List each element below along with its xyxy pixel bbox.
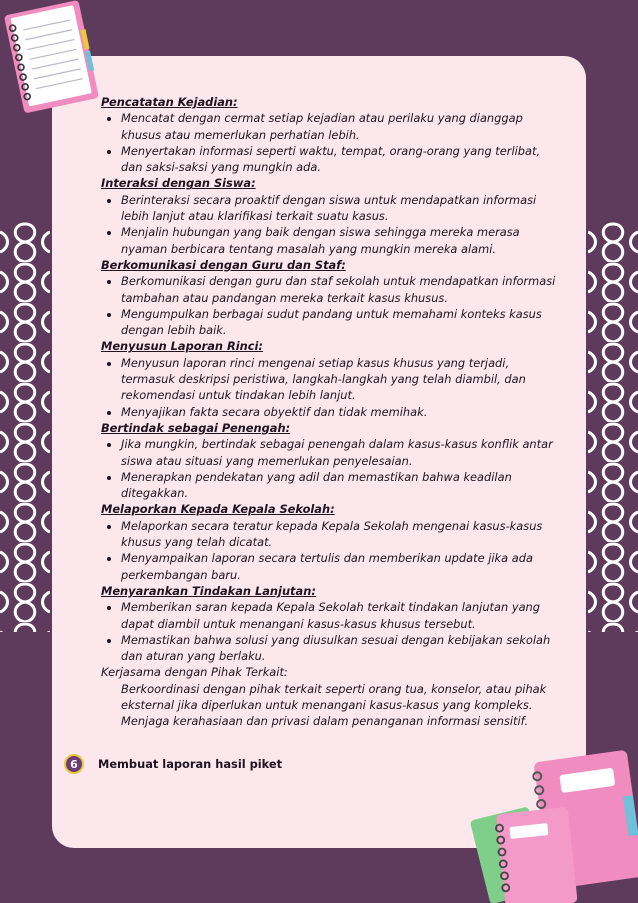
section-title: Pencatatan Kejadian: (101, 95, 238, 109)
notebook-icon (0, 0, 110, 118)
step-label: Membuat laporan hasil piket (98, 757, 283, 771)
lattice-pattern-right (588, 222, 638, 632)
bullet-item: • Berkomunikasi dengan guru dan staf sekolah untuk mendapatkan informasi tambahan atau pandangan mereka terkait kasus khusus. (121, 273, 561, 306)
step-item (64, 754, 282, 774)
paragraph-line: Menjaga kerahasiaan dan privasi dalam penanganan informasi sensitif. (121, 714, 529, 729)
section-kerjasama (101, 664, 561, 729)
step-number-badge: 6 (64, 754, 84, 774)
bullet-item: • Mencatat dengan cermat setiap kejadian atau perilaku yang dianggap khusus atau memerlukan perhatian lebih. (121, 110, 561, 143)
bullet-item: • Menyertakan informasi seperti waktu, tempat, orang-orang yang terlibat, dan saksi-saksi yang mungkin ada. (121, 143, 561, 176)
section-title: Berkomunikasi dengan Guru dan Staf: (101, 257, 346, 272)
section-title: Melaporkan Kepada Kepala Sekolah: (101, 502, 335, 517)
bullet-item: • Mengumpulkan berbagai sudut pandang untuk memahami konteks kasus dengan lebih baik. (121, 306, 561, 339)
section-pencatatan (101, 94, 561, 175)
lattice-pattern-left (0, 222, 50, 632)
section-penengah (101, 420, 561, 501)
paragraph-line: Berkoordinasi dengan pihak terkait seperti orang tua, konselor, atau pihak eksternal jika diperlukan untuk menangani kasus-kasus yang kompleks. (121, 681, 547, 712)
bullet-item: • Menyampaikan laporan secara tertulis dan memberikan update jika ada perkembangan baru. (121, 550, 561, 583)
bullet-item: • Melaporkan secara teratur kepada Kepala Sekolah mengenai kasus-kasus khusus yang telah dicatat. (121, 518, 561, 551)
section-komunikasi (101, 257, 561, 338)
section-laporan (101, 338, 561, 419)
bullet-item: • Menyajikan fakta secara obyektif dan tidak memihak. (121, 404, 561, 420)
section-melaporkan (101, 501, 561, 582)
section-title: Menyusun Laporan Rinci: (101, 339, 263, 354)
bullet-item: • Menerapkan pendekatan yang adil dan memastikan bahwa keadilan ditegakkan. (121, 469, 561, 502)
section-title: Kerjasama dengan Pihak Terkait: (101, 665, 288, 680)
section-title: Bertindak sebagai Penengah: (101, 420, 291, 435)
bullet-item: • Memastikan bahwa solusi yang diusulkan sesuai dengan kebijakan sekolah dan aturan yang berlaku. (121, 632, 561, 665)
bullet-item: • Jika mungkin, bertindak sebagai penengah dalam kasus-kasus konflik antar siswa atau situasi yang memerlukan penyelesaian. (121, 436, 561, 469)
bullet-item: • Berinteraksi secara proaktif dengan siswa untuk mendapatkan informasi lebih lanjut atau klarifikasi terkait suatu kasus. (121, 192, 561, 225)
section-tindakan (101, 583, 561, 664)
section-title: Interaksi dengan Siswa: (101, 176, 256, 191)
bullet-item: • Memberikan saran kepada Kepala Sekolah terkait tindakan lanjutan yang dapat diambil untuk menangani kasus-kasus khusus tersebut. (121, 599, 561, 632)
case-handling-content (101, 94, 561, 730)
notebooks-stack-icon (470, 740, 638, 903)
section-interaksi (101, 175, 561, 256)
bullet-item: • Menjalin hubungan yang baik dengan siswa sehingga mereka merasa nyaman berbicara tentang masalah yang mungkin mereka alami. (121, 224, 561, 257)
section-title: Menyarankan Tindakan Lanjutan: (101, 583, 316, 598)
bullet-item: • Menyusun laporan rinci mengenai setiap kasus khusus yang terjadi, termasuk deskripsi peristiwa, langkah-langkah yang telah diambil, dan rekomendasi untuk tindakan lebih lanjut. (121, 355, 561, 404)
